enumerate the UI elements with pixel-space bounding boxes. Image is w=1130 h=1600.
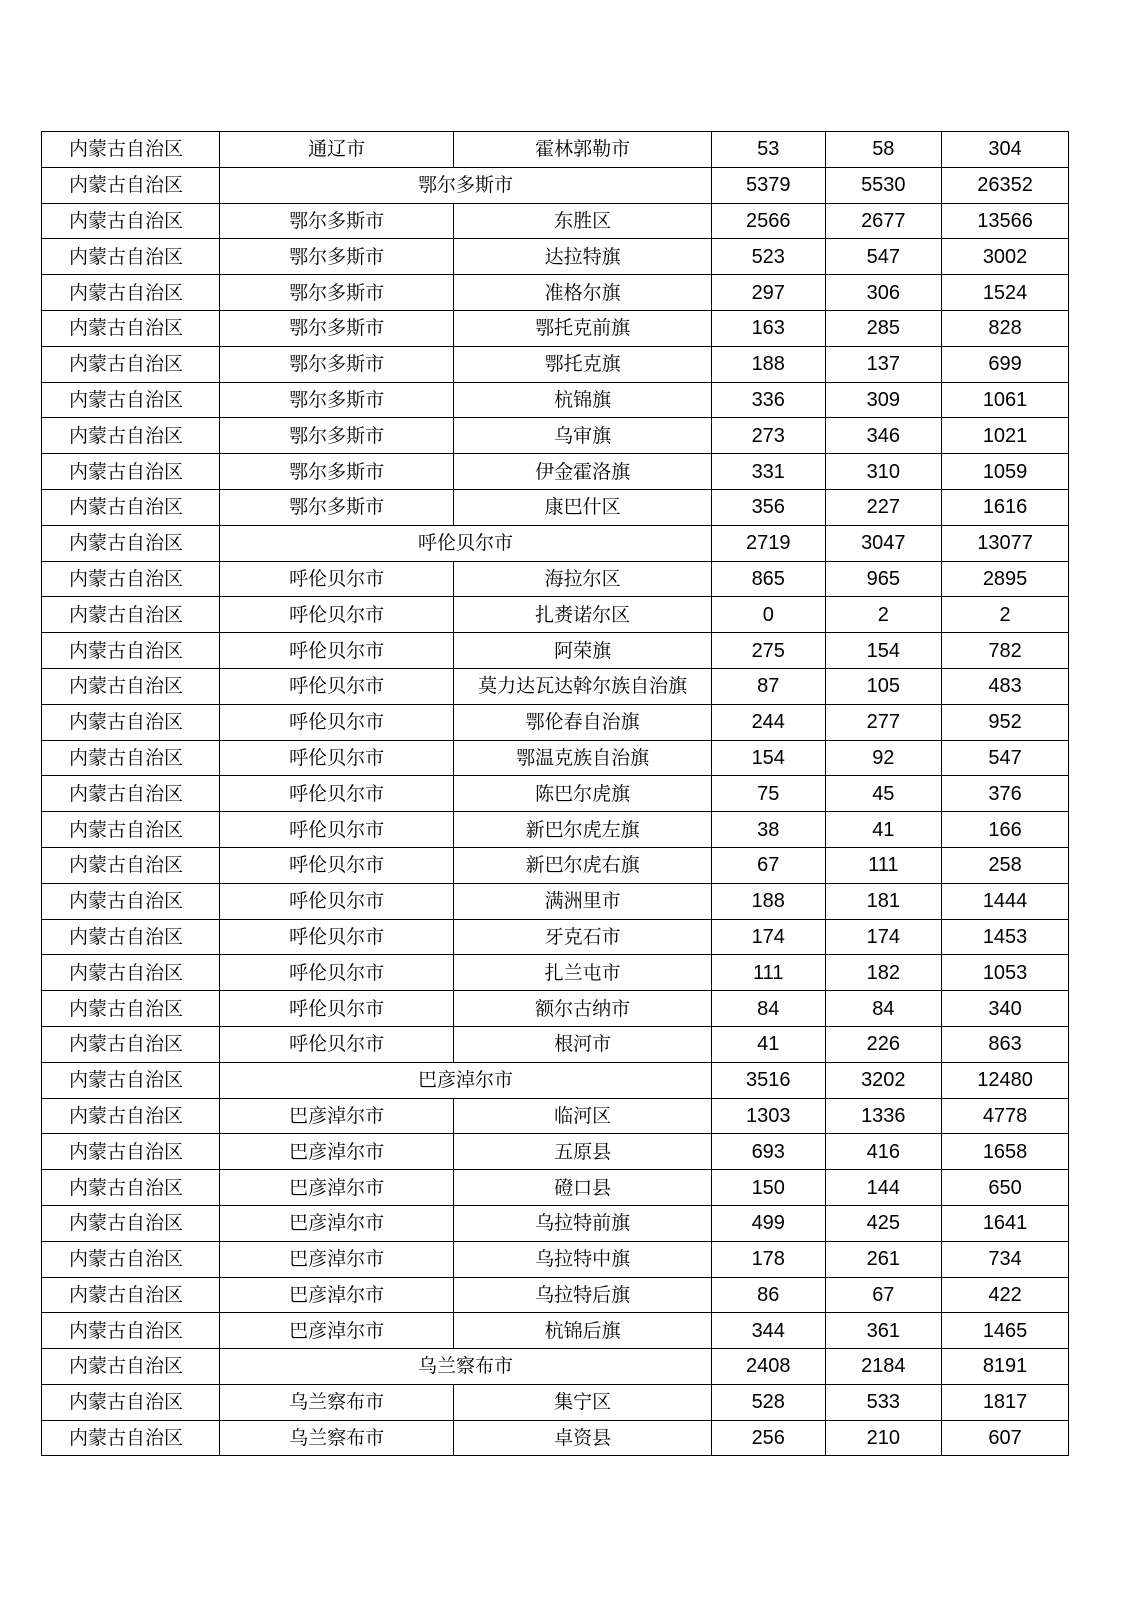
table-row <box>42 275 1069 311</box>
value-cell-3: 304 <box>942 132 1069 168</box>
value-cell-2: 182 <box>825 955 942 991</box>
value-cell-1: 356 <box>711 489 825 525</box>
county-cell: 东胜区 <box>454 203 712 239</box>
value-cell-1: 38 <box>711 812 825 848</box>
value-cell-3: 340 <box>942 991 1069 1027</box>
value-cell-3: 166 <box>942 812 1069 848</box>
value-cell-2: 105 <box>825 668 942 704</box>
city-cell: 呼伦贝尔市 <box>219 740 453 776</box>
value-cell-2: 1336 <box>825 1098 942 1134</box>
value-cell-3: 1817 <box>942 1384 1069 1420</box>
value-cell-2: 45 <box>825 776 942 812</box>
table-row <box>42 1205 1069 1241</box>
value-cell-1: 75 <box>711 776 825 812</box>
province-cell: 内蒙古自治区 <box>42 561 220 597</box>
county-cell: 额尔古纳市 <box>454 991 712 1027</box>
city-cell: 呼伦贝尔市 <box>219 812 453 848</box>
table-row <box>42 1420 1069 1456</box>
city-cell: 呼伦贝尔市 <box>219 597 453 633</box>
value-cell-1: 528 <box>711 1384 825 1420</box>
city-cell: 呼伦贝尔市 <box>219 776 453 812</box>
value-cell-1: 150 <box>711 1170 825 1206</box>
table-row <box>42 310 1069 346</box>
value-cell-3: 828 <box>942 310 1069 346</box>
province-cell: 内蒙古自治区 <box>42 668 220 704</box>
value-cell-1: 499 <box>711 1205 825 1241</box>
province-cell: 内蒙古自治区 <box>42 346 220 382</box>
county-cell: 杭锦后旗 <box>454 1313 712 1349</box>
value-cell-3: 1465 <box>942 1313 1069 1349</box>
value-cell-3: 699 <box>942 346 1069 382</box>
value-cell-3: 376 <box>942 776 1069 812</box>
value-cell-2: 346 <box>825 418 942 454</box>
value-cell-1: 111 <box>711 955 825 991</box>
value-cell-1: 2566 <box>711 203 825 239</box>
county-cell: 满洲里市 <box>454 883 712 919</box>
table-row <box>42 955 1069 991</box>
county-cell: 集宁区 <box>454 1384 712 1420</box>
value-cell-3: 1053 <box>942 955 1069 991</box>
value-cell-1: 275 <box>711 633 825 669</box>
city-cell: 鄂尔多斯市 <box>219 203 453 239</box>
city-cell: 鄂尔多斯市 <box>219 310 453 346</box>
value-cell-2: 425 <box>825 1205 942 1241</box>
value-cell-1: 865 <box>711 561 825 597</box>
city-cell: 呼伦贝尔市 <box>219 883 453 919</box>
city-cell: 呼伦贝尔市 <box>219 847 453 883</box>
value-cell-3: 258 <box>942 847 1069 883</box>
city-cell: 巴彦淖尔市 <box>219 1134 453 1170</box>
value-cell-1: 2408 <box>711 1349 825 1385</box>
value-cell-1: 188 <box>711 346 825 382</box>
city-cell: 巴彦淖尔市 <box>219 1313 453 1349</box>
value-cell-1: 53 <box>711 132 825 168</box>
value-cell-3: 782 <box>942 633 1069 669</box>
city-cell: 巴彦淖尔市 <box>219 1205 453 1241</box>
province-cell: 内蒙古自治区 <box>42 955 220 991</box>
value-cell-3: 734 <box>942 1241 1069 1277</box>
city-cell: 鄂尔多斯市 <box>219 418 453 454</box>
city-cell: 鄂尔多斯市 <box>219 454 453 490</box>
county-cell: 乌拉特中旗 <box>454 1241 712 1277</box>
city-cell: 鄂尔多斯市 <box>219 239 453 275</box>
county-cell: 乌拉特前旗 <box>454 1205 712 1241</box>
province-cell: 内蒙古自治区 <box>42 1277 220 1313</box>
value-cell-2: 226 <box>825 1026 942 1062</box>
value-cell-1: 297 <box>711 275 825 311</box>
city-cell: 巴彦淖尔市 <box>219 1277 453 1313</box>
value-cell-1: 3516 <box>711 1062 825 1098</box>
value-cell-3: 422 <box>942 1277 1069 1313</box>
value-cell-1: 41 <box>711 1026 825 1062</box>
province-cell: 内蒙古自治区 <box>42 132 220 168</box>
county-cell: 阿荣旗 <box>454 633 712 669</box>
city-subtotal-cell: 巴彦淖尔市 <box>219 1062 711 1098</box>
value-cell-2: 965 <box>825 561 942 597</box>
value-cell-3: 1616 <box>942 489 1069 525</box>
value-cell-3: 2 <box>942 597 1069 633</box>
value-cell-3: 26352 <box>942 167 1069 203</box>
city-cell: 呼伦贝尔市 <box>219 991 453 1027</box>
county-cell: 乌拉特后旗 <box>454 1277 712 1313</box>
city-cell: 乌兰察布市 <box>219 1420 453 1456</box>
value-cell-3: 1061 <box>942 382 1069 418</box>
value-cell-3: 1059 <box>942 454 1069 490</box>
city-cell: 巴彦淖尔市 <box>219 1241 453 1277</box>
county-cell: 鄂温克族自治旗 <box>454 740 712 776</box>
value-cell-1: 256 <box>711 1420 825 1456</box>
value-cell-3: 607 <box>942 1420 1069 1456</box>
city-subtotal-cell: 乌兰察布市 <box>219 1349 711 1385</box>
province-cell: 内蒙古自治区 <box>42 812 220 848</box>
value-cell-3: 8191 <box>942 1349 1069 1385</box>
table-row <box>42 203 1069 239</box>
value-cell-2: 41 <box>825 812 942 848</box>
value-cell-1: 523 <box>711 239 825 275</box>
table-row <box>42 346 1069 382</box>
county-cell: 达拉特旗 <box>454 239 712 275</box>
value-cell-2: 67 <box>825 1277 942 1313</box>
value-cell-2: 227 <box>825 489 942 525</box>
table-row <box>42 633 1069 669</box>
table-row <box>42 597 1069 633</box>
province-cell: 内蒙古自治区 <box>42 525 220 561</box>
county-cell: 临河区 <box>454 1098 712 1134</box>
value-cell-2: 285 <box>825 310 942 346</box>
value-cell-1: 5379 <box>711 167 825 203</box>
city-cell: 鄂尔多斯市 <box>219 489 453 525</box>
city-cell: 呼伦贝尔市 <box>219 919 453 955</box>
value-cell-1: 174 <box>711 919 825 955</box>
city-subtotal-cell: 呼伦贝尔市 <box>219 525 711 561</box>
province-cell: 内蒙古自治区 <box>42 704 220 740</box>
county-cell: 扎赉诺尔区 <box>454 597 712 633</box>
table-row <box>42 454 1069 490</box>
city-cell: 乌兰察布市 <box>219 1384 453 1420</box>
county-cell: 新巴尔虎左旗 <box>454 812 712 848</box>
province-cell: 内蒙古自治区 <box>42 883 220 919</box>
value-cell-2: 3047 <box>825 525 942 561</box>
value-cell-3: 1658 <box>942 1134 1069 1170</box>
value-cell-3: 547 <box>942 740 1069 776</box>
table-row <box>42 489 1069 525</box>
province-cell: 内蒙古自治区 <box>42 1062 220 1098</box>
city-cell: 鄂尔多斯市 <box>219 382 453 418</box>
city-subtotal-row <box>42 525 1069 561</box>
city-subtotal-row <box>42 1062 1069 1098</box>
province-cell: 内蒙古自治区 <box>42 740 220 776</box>
value-cell-3: 863 <box>942 1026 1069 1062</box>
table-row <box>42 1313 1069 1349</box>
city-subtotal-cell: 鄂尔多斯市 <box>219 167 711 203</box>
table-row <box>42 812 1069 848</box>
province-cell: 内蒙古自治区 <box>42 1349 220 1385</box>
value-cell-1: 2719 <box>711 525 825 561</box>
statistics-table <box>41 131 1069 1456</box>
value-cell-3: 650 <box>942 1170 1069 1206</box>
value-cell-2: 210 <box>825 1420 942 1456</box>
county-cell: 杭锦旗 <box>454 382 712 418</box>
value-cell-1: 244 <box>711 704 825 740</box>
value-cell-2: 181 <box>825 883 942 919</box>
value-cell-2: 174 <box>825 919 942 955</box>
value-cell-3: 12480 <box>942 1062 1069 1098</box>
county-cell: 伊金霍洛旗 <box>454 454 712 490</box>
city-cell: 呼伦贝尔市 <box>219 561 453 597</box>
table-row <box>42 561 1069 597</box>
value-cell-3: 1524 <box>942 275 1069 311</box>
value-cell-3: 1021 <box>942 418 1069 454</box>
city-cell: 鄂尔多斯市 <box>219 275 453 311</box>
value-cell-1: 163 <box>711 310 825 346</box>
city-subtotal-row <box>42 1349 1069 1385</box>
table-row <box>42 1241 1069 1277</box>
county-cell: 扎兰屯市 <box>454 955 712 991</box>
county-cell: 鄂伦春自治旗 <box>454 704 712 740</box>
value-cell-1: 336 <box>711 382 825 418</box>
value-cell-2: 2 <box>825 597 942 633</box>
county-cell: 磴口县 <box>454 1170 712 1206</box>
city-cell: 呼伦贝尔市 <box>219 633 453 669</box>
province-cell: 内蒙古自治区 <box>42 1420 220 1456</box>
city-cell: 呼伦贝尔市 <box>219 955 453 991</box>
table-row <box>42 418 1069 454</box>
value-cell-2: 5530 <box>825 167 942 203</box>
value-cell-1: 344 <box>711 1313 825 1349</box>
city-cell: 鄂尔多斯市 <box>219 346 453 382</box>
county-cell: 鄂托克前旗 <box>454 310 712 346</box>
province-cell: 内蒙古自治区 <box>42 776 220 812</box>
table-row <box>42 704 1069 740</box>
table-row <box>42 132 1069 168</box>
value-cell-2: 84 <box>825 991 942 1027</box>
value-cell-2: 154 <box>825 633 942 669</box>
table-body <box>42 132 1069 1456</box>
value-cell-1: 693 <box>711 1134 825 1170</box>
value-cell-3: 1444 <box>942 883 1069 919</box>
table-row <box>42 1134 1069 1170</box>
city-cell: 巴彦淖尔市 <box>219 1098 453 1134</box>
value-cell-2: 3202 <box>825 1062 942 1098</box>
value-cell-3: 2895 <box>942 561 1069 597</box>
county-cell: 康巴什区 <box>454 489 712 525</box>
city-cell: 巴彦淖尔市 <box>219 1170 453 1206</box>
county-cell: 卓资县 <box>454 1420 712 1456</box>
value-cell-2: 310 <box>825 454 942 490</box>
province-cell: 内蒙古自治区 <box>42 1134 220 1170</box>
value-cell-2: 533 <box>825 1384 942 1420</box>
county-cell: 乌审旗 <box>454 418 712 454</box>
value-cell-2: 361 <box>825 1313 942 1349</box>
province-cell: 内蒙古自治区 <box>42 1241 220 1277</box>
table-row <box>42 1277 1069 1313</box>
province-cell: 内蒙古自治区 <box>42 167 220 203</box>
value-cell-1: 178 <box>711 1241 825 1277</box>
province-cell: 内蒙古自治区 <box>42 1205 220 1241</box>
value-cell-2: 277 <box>825 704 942 740</box>
table-row <box>42 740 1069 776</box>
table-row <box>42 883 1069 919</box>
county-cell: 陈巴尔虎旗 <box>454 776 712 812</box>
county-cell: 鄂托克旗 <box>454 346 712 382</box>
city-cell: 通辽市 <box>219 132 453 168</box>
province-cell: 内蒙古自治区 <box>42 310 220 346</box>
city-cell: 呼伦贝尔市 <box>219 668 453 704</box>
value-cell-2: 144 <box>825 1170 942 1206</box>
province-cell: 内蒙古自治区 <box>42 418 220 454</box>
value-cell-1: 84 <box>711 991 825 1027</box>
table-row <box>42 1026 1069 1062</box>
value-cell-3: 952 <box>942 704 1069 740</box>
value-cell-1: 1303 <box>711 1098 825 1134</box>
value-cell-2: 92 <box>825 740 942 776</box>
province-cell: 内蒙古自治区 <box>42 382 220 418</box>
value-cell-3: 1641 <box>942 1205 1069 1241</box>
table-row <box>42 1384 1069 1420</box>
county-cell: 莫力达瓦达斡尔族自治旗 <box>454 668 712 704</box>
province-cell: 内蒙古自治区 <box>42 1026 220 1062</box>
value-cell-1: 331 <box>711 454 825 490</box>
province-cell: 内蒙古自治区 <box>42 991 220 1027</box>
value-cell-2: 111 <box>825 847 942 883</box>
province-cell: 内蒙古自治区 <box>42 1170 220 1206</box>
value-cell-2: 309 <box>825 382 942 418</box>
value-cell-1: 0 <box>711 597 825 633</box>
value-cell-2: 2184 <box>825 1349 942 1385</box>
county-cell: 海拉尔区 <box>454 561 712 597</box>
county-cell: 霍林郭勒市 <box>454 132 712 168</box>
province-cell: 内蒙古自治区 <box>42 489 220 525</box>
value-cell-2: 261 <box>825 1241 942 1277</box>
county-cell: 新巴尔虎右旗 <box>454 847 712 883</box>
value-cell-1: 188 <box>711 883 825 919</box>
value-cell-2: 2677 <box>825 203 942 239</box>
value-cell-3: 13077 <box>942 525 1069 561</box>
value-cell-1: 273 <box>711 418 825 454</box>
value-cell-1: 87 <box>711 668 825 704</box>
value-cell-2: 547 <box>825 239 942 275</box>
county-cell: 根河市 <box>454 1026 712 1062</box>
value-cell-1: 67 <box>711 847 825 883</box>
value-cell-2: 137 <box>825 346 942 382</box>
value-cell-3: 1453 <box>942 919 1069 955</box>
table-row <box>42 668 1069 704</box>
province-cell: 内蒙古自治区 <box>42 203 220 239</box>
value-cell-2: 306 <box>825 275 942 311</box>
value-cell-3: 4778 <box>942 1098 1069 1134</box>
value-cell-1: 154 <box>711 740 825 776</box>
province-cell: 内蒙古自治区 <box>42 597 220 633</box>
table-row <box>42 776 1069 812</box>
province-cell: 内蒙古自治区 <box>42 454 220 490</box>
city-subtotal-row <box>42 167 1069 203</box>
province-cell: 内蒙古自治区 <box>42 633 220 669</box>
table-row <box>42 1098 1069 1134</box>
province-cell: 内蒙古自治区 <box>42 275 220 311</box>
county-cell: 五原县 <box>454 1134 712 1170</box>
value-cell-3: 13566 <box>942 203 1069 239</box>
table-row <box>42 1170 1069 1206</box>
value-cell-1: 86 <box>711 1277 825 1313</box>
county-cell: 牙克石市 <box>454 919 712 955</box>
province-cell: 内蒙古自治区 <box>42 1313 220 1349</box>
province-cell: 内蒙古自治区 <box>42 239 220 275</box>
city-cell: 呼伦贝尔市 <box>219 704 453 740</box>
value-cell-3: 3002 <box>942 239 1069 275</box>
value-cell-2: 58 <box>825 132 942 168</box>
city-cell: 呼伦贝尔市 <box>219 1026 453 1062</box>
province-cell: 内蒙古自治区 <box>42 1098 220 1134</box>
county-cell: 准格尔旗 <box>454 275 712 311</box>
table-row <box>42 382 1069 418</box>
table-row <box>42 239 1069 275</box>
table-row <box>42 847 1069 883</box>
province-cell: 内蒙古自治区 <box>42 1384 220 1420</box>
table-row <box>42 919 1069 955</box>
province-cell: 内蒙古自治区 <box>42 847 220 883</box>
value-cell-2: 416 <box>825 1134 942 1170</box>
table-row <box>42 991 1069 1027</box>
province-cell: 内蒙古自治区 <box>42 919 220 955</box>
value-cell-3: 483 <box>942 668 1069 704</box>
